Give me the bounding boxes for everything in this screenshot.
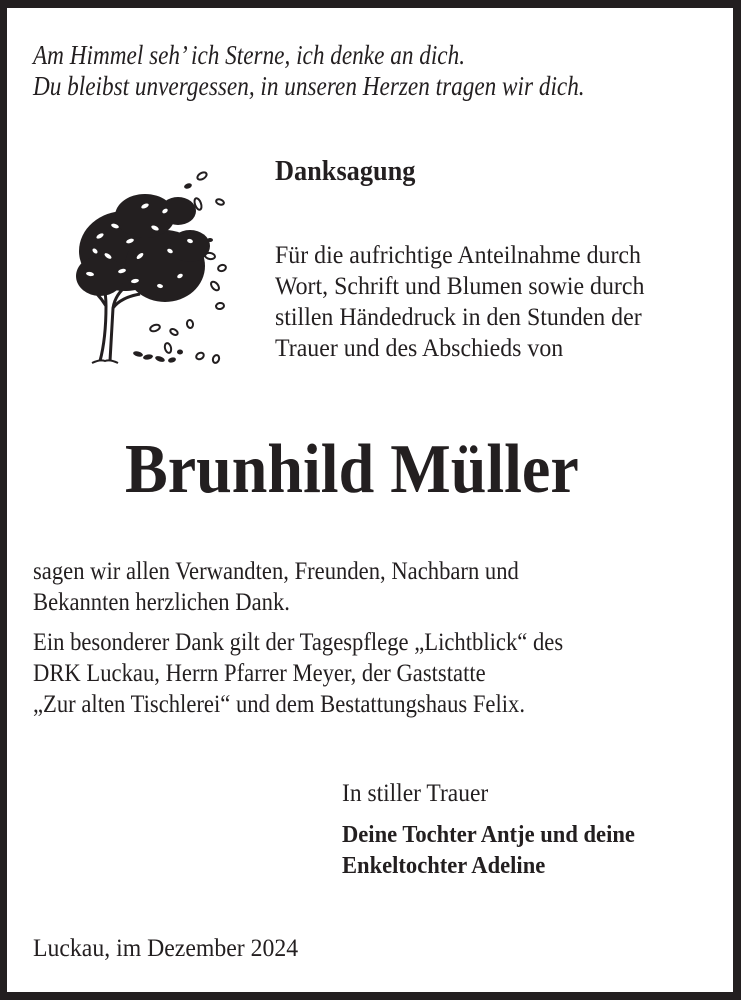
tree-in-wind-icon	[70, 156, 235, 368]
intro-line-3: stillen Händedruck in den Stunden der	[275, 304, 642, 331]
place-date: Luckau, im Dezember 2024	[33, 935, 299, 962]
thanks-paragraph	[33, 556, 519, 618]
deceased-name: Brunhild Müller	[125, 431, 579, 508]
intro-line-2: Wort, Schrift und Blumen sowie durch	[275, 273, 645, 300]
danksagung-heading: Danksagung	[275, 156, 416, 187]
obituary-notice-frame	[7, 8, 733, 992]
mourning-phrase: In stiller Trauer	[342, 780, 489, 807]
signatory-line-1: Deine Tochter Antje und deine	[342, 822, 635, 848]
quote-line-1: Am Himmel seh’ ich Sterne, ich denke an dich.	[33, 40, 466, 70]
special-thanks-line-1: Ein besonderer Dank gilt der Tagespflege „Lichtblick“ des	[33, 629, 564, 656]
memorial-quote	[33, 40, 585, 102]
special-thanks-line-2: DRK Luckau, Herrn Pfarrer Meyer, der Gaststatte	[33, 660, 486, 687]
special-thanks-line-3: „Zur alten Tischlerei“ und dem Bestattungshaus Felix.	[33, 691, 526, 718]
thanks-line-1: sagen wir allen Verwandten, Freunden, Nachbarn und	[33, 558, 519, 585]
signatories	[342, 820, 635, 882]
intro-line-4: Trauer und des Abschieds von	[275, 335, 564, 362]
quote-line-2: Du bleibst unvergessen, in unseren Herzen tragen wir dich.	[33, 71, 585, 101]
intro-line-1: Für die aufrichtige Anteilnahme durch	[275, 242, 641, 269]
intro-paragraph	[275, 240, 644, 364]
thanks-line-2: Bekannten herzlichen Dank.	[33, 589, 290, 616]
signatory-line-2: Enkeltochter Adeline	[342, 853, 546, 879]
special-thanks-paragraph	[33, 627, 563, 720]
